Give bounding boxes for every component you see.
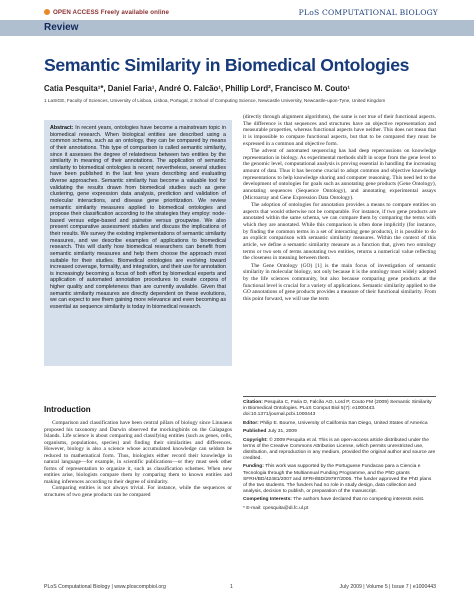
journal-header [0, 0, 474, 40]
article-metadata [243, 400, 436, 514]
introduction-body [44, 420, 232, 499]
body-paragraph: (directly through alignment algorithms), the same is not true of their functional aspects. The difference is that sequences and structures have an objective representation and measurable properties, whereas functional aspects have neither. This does not mean that it is impossible to compare functional aspects, but that to be compared they must be expressed in a common and objective form. [243, 114, 436, 147]
abstract-label: Abstract: [50, 125, 74, 131]
section-heading-introduction: Introduction [44, 405, 91, 414]
author-list: Catia Pesquita¹*, Daniel Faria¹, André O. Falcão¹, Phillip Lord², Francisco M. Couto¹ [44, 84, 350, 93]
section-label: Review [44, 22, 79, 33]
open-access-icon [44, 9, 50, 15]
metadata-copyright: Copyright: © 2009 Pesquita et al. This is an open-access article distributed under the terms of the Creative Commons Attribution License, which permits unrestricted use, distribution, and reproduction in any medium, provided the original author and source are credited. [243, 437, 436, 461]
affiliations: 1 LaSIGE, Faculty of Sciences, University of Lisboa, Lisboa, Portugal, 2 School of Computing Science, Newcastle University, Newcastle-upon-Tyne, United Kingdom [44, 98, 386, 103]
right-column-body [243, 114, 436, 304]
body-paragraph: The adoption of ontologies for annotation provides a means to compare entities on aspects that would otherwise not be comparable. For instance, if two gene products are annotated within the same schema, we can compare them by comparing the terms with which they are annotated. While this comparison is often done implicitly (for instance, by finding the common terms in a set of interacting gene products), it is possible to do an explicit comparison with semantic similarity measures. Within the context of this article, we define a semantic similarity measure as a function that, given two ontology terms or two sets of terms annotating two entities, returns a numerical value reflecting the closeness in meaning between them. [243, 202, 436, 262]
section-band [0, 20, 474, 36]
body-paragraph: Comparing entities is not always trivial. For instance, while the sequences or structures of two gene products can be compared [44, 485, 232, 499]
metadata-editor: Editor: Philip E. Bourne, University of California San Diego, United States of America [243, 420, 428, 426]
body-paragraph: The Gene Ontology (GO) [1] is the main focus of investigation of semantic similarity in molecular biology, not only because it is the ontology most widely adopted by the life sciences community, but also because comparing gene products at the functional level is crucial for a variety of applications. Semantic similarity applied to the GO annotations of gene products provides a measure of their functional similarity. From this point forward, we will use the term [243, 262, 436, 302]
article-title: Semantic Similarity in Biomedical Ontologies [44, 55, 410, 75]
abstract-text: In recent years, ontologies have become a mainstream topic in biomedical research. When biological entities are described using a common schema, such as an ontology, they can be compared by means of their annotations. This type of comparison is called semantic similarity, since it assesses the degree of relatedness between two entities by the similarity in meaning of their annotations. The application of semantic similarity to biomedical ontologies is recent; nevertheless, several studies have been published in the last few years describing and evaluating diverse approaches. Semantic similarity has become a valuable tool for validating the results drawn from biomedical studies such as gene clustering, gene expression data analysis, prediction and validation of molecular interactions, and disease gene prioritization. We review semantic similarity measures applied to biomedical ontologies and propose their classification according to the strategies they employ: node-based versus edge-based and pairwise versus groupwise. We also present comparative assessment studies and discuss the implications of their results. We survey the existing implementations of semantic similarity measures, and we describe examples of applications to biomedical research. This will clarify how biomedical researchers can benefit from semantic similarity measures and help them choose the approach most suitable for their studies. Biomedical ontologies are evolving toward increased coverage, formality, and integration, and their use for annotation is increasingly becoming a focus of both effort by biomedical experts and application of automated annotation procedures to create corpora of higher quality and completeness than are currently available. Given that semantic similarity measures are directly dependent on these evolutions, we can expect to see them gaining more relevance and even becoming as essential as sequence similarity is today in biomedical research. [50, 125, 226, 310]
footer-issue: July 2009 | Volume 5 | Issue 7 | e1000443 [339, 584, 436, 590]
metadata-competing-interests: Competing Interests: The authors have declared that no competing interests exist. [243, 497, 425, 503]
abstract-paragraph [50, 125, 226, 311]
corresponding-email: * E-mail: cpesquita@di.fc.ul.pt [243, 505, 309, 511]
page-number: 1 [230, 584, 233, 590]
metadata-divider [243, 396, 436, 397]
footer-journal: PLoS Computational Biology | www.ploscompbiol.org [44, 584, 166, 590]
body-paragraph: Comparison and classification have been central pillars of biology since Linnaeus proposed his taxonomy and Darwin observed the mockingbirds on the Galapagos Islands. Life science is about comparing and classifying entities (such as genes, cells, organisms, populations, species) and finding their similarities and differences. However, biology is also a science whose accumulated knowledge can seldom be reduced to mathematical form. Thus, biologists either record their knowledge in natural language—for example, in scientific publications—or they must seek other forms of representation to organize it, such as classification schemes. When new entities arise, biologists compare them by comparing them to known entities and making inferences according to their degree of similarity. [44, 420, 232, 485]
body-paragraph: The advent of automated sequencing has had deep repercussions on knowledge representation in biology. As experimental methods shift in scope from the gene level to the genomic level, computational analysis is proving essential in handling the increasing amount of data. Thus it has become crucial to adopt common and objective knowledge representations to help knowledge sharing and computer reasoning. This need led to the development of ontologies for goals such as annotating gene products (Gene Ontology), annotating sequences (Sequence Ontology), and annotating experimental assays (Microarray and Gene Expression Data Ontology). [243, 148, 436, 201]
metadata-citation: Citation: Pesquita C, Faria D, Falcão AO, Lord P, Couto FM (2009) Semantic Similarity in Biomedical Ontologies. PLoS Comput Biol 5(7): e1000443. doi:10.1371/journal.pcbi.1000443 [243, 400, 432, 418]
journal-logo: PLoS COMPUTATIONAL BIOLOGY [298, 8, 438, 17]
metadata-funding: Funding: This work was supported by the Portuguese Fundacao para a Ciencia e Tecnologia through the Multiannual Funding Programme, and the PhD grants SFRH/BD/42481/2007 and SFRH/BD/29797/2006. The funder approved the PhD plans of the two students. The funders had no role in study design, data collection and analysis, decision to publish, or preparation of the manuscript. [243, 464, 432, 494]
metadata-published: Published July 31, 2009 [243, 429, 297, 435]
open-access-badge: OPEN ACCESS Freely available online [44, 9, 169, 16]
abstract-box [44, 120, 232, 366]
